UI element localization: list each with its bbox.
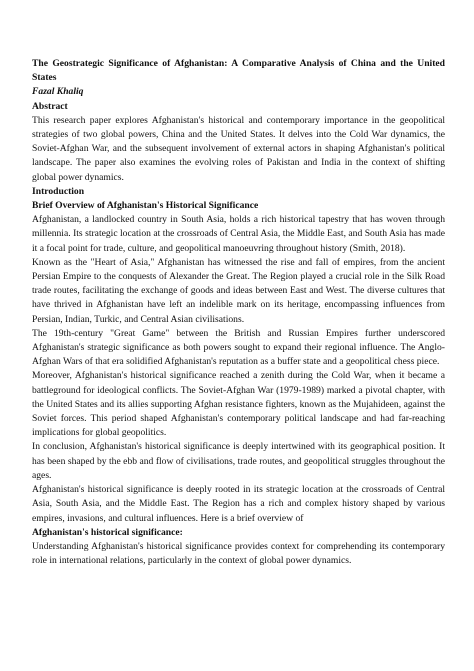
body-paragraph-2: Known as the "Heart of Asia," Afghanistan has witnessed the rise and fall of empires, from the ancient Persian Empire to the conquests of Alexander the Great. The Region played a crucial role in the Silk Road trade routes, facilitating the exchange of goods and ideas between East and West. The diverse cultures that have thrived in Afghanistan have left an indelible mark on its heritage, encompassing influences from Persian, Indian, Turkic, and Central Asian civilisations. xyxy=(32,256,445,325)
body-paragraph-4: Moreover, Afghanistan's historical significance reached a zenith during the Cold War, when it became a battleground for ideological conflicts. The Soviet-Afghan War (1979-1989) marked a pivotal chapter, with the United States and its allies supporting Afghan resistance fighters, known as the Mujahideen, against the Soviet forces. This period shaped Afghanistan's contemporary political landscape and had far-reaching implications for global geopolitics. xyxy=(32,370,445,439)
closing-paragraph: Understanding Afghanistan's historical significance provides context for comprehending its contemporary role in international relations, particularly in the context of global power dynamics. xyxy=(32,540,445,567)
paper-page xyxy=(32,57,445,568)
body-paragraph-6: Afghanistan's historical significance is deeply rooted in its strategic location at the crossroads of Central Asia, South Asia, and the Middle East. The Region has a rich and complex history shaped by various empires, invasions, and cultural influences. Here is a brief overview of xyxy=(32,484,445,524)
abstract-heading: Abstract xyxy=(32,100,68,112)
overview-heading: Brief Overview of Afghanistan's Historical Significance xyxy=(32,200,259,212)
body-paragraph-3: The 19th-century "Great Game" between the British and Russian Empires further underscored Afghanistan's strategic significance as both powers sought to expand their regional influence. The Anglo-Afghan Wars of that era solidified Afghanistan's reputation as a buffer state and a geopolitical chess piece. xyxy=(32,327,445,368)
subsection-heading: Afghanistan's historical significance: xyxy=(32,526,183,538)
introduction-heading: Introduction xyxy=(32,185,85,197)
body-paragraph-1: Afghanistan, a landlocked country in South Asia, holds a rich historical tapestry that has woven through millennia. Its strategic location at the crossroads of Central Asia, the Middle East, and South Asia has made it a focal point for trade, culture, and geopolitical manoeuvring throughout history (Smith, 2018). xyxy=(32,214,445,254)
author-name: Fazal Khaliq xyxy=(32,86,84,98)
abstract-text: This research paper explores Afghanistan's historical and contemporary importance in the geopolitical strategies of two global powers, China and the United States. It delves into the Cold War dynamics, the Soviet-Afghan War, and the subsequent involvement of external actors in shaping Afghanistan's political landscape. The paper also examines the evolving roles of Pakistan and India in the context of shifting global power dynamics. xyxy=(32,114,445,183)
paper-title: The Geostrategic Significance of Afghanistan: A Comparative Analysis of China and the United States xyxy=(32,58,445,84)
body-paragraph-5: In conclusion, Afghanistan's historical significance is deeply intertwined with its geographical position. It has been shaped by the ebb and flow of civilisations, trade routes, and geopolitical struggles throughout the ages. xyxy=(32,441,445,481)
